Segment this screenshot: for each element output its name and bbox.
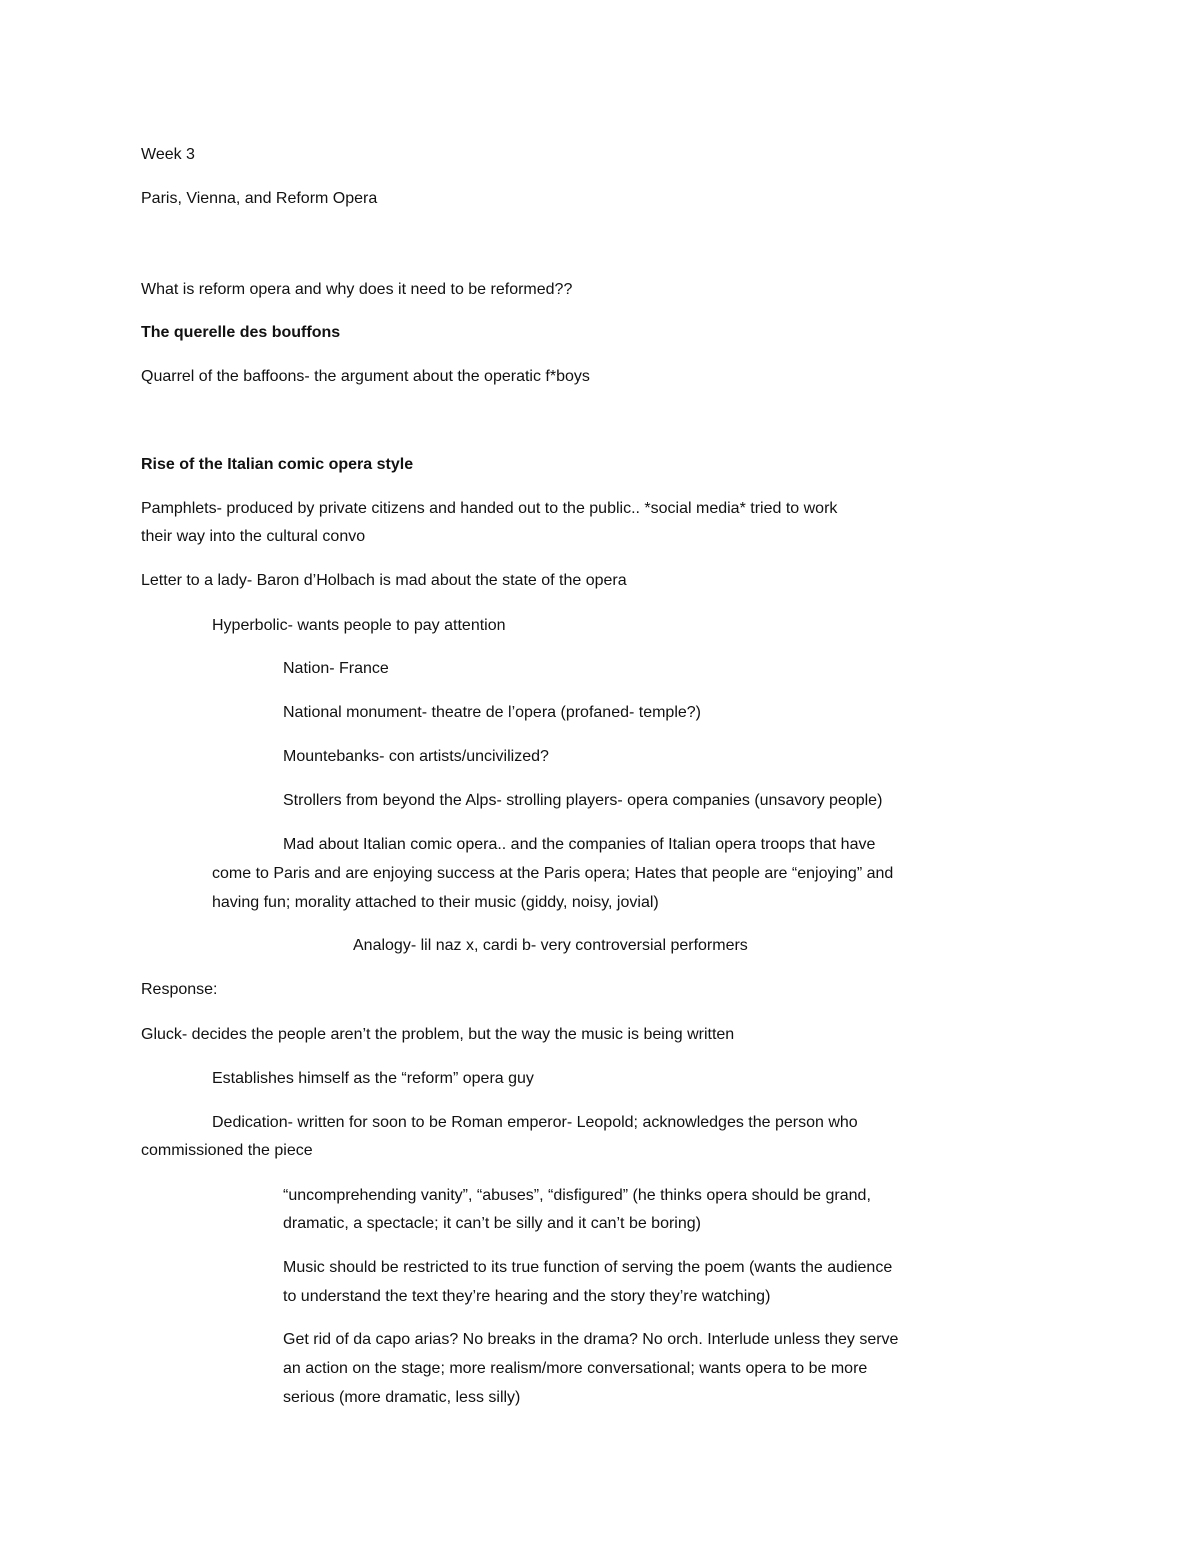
getrid-line-2: an action on the stage; more realism/more conversational; wants opera to be more xyxy=(283,1360,868,1377)
getrid-line-1: Get rid of da capo arias? No breaks in the drama? No orch. Interlude unless they serve xyxy=(283,1331,899,1348)
letter-line: Letter to a lady- Baron d’Holbach is mad about the state of the opera xyxy=(141,572,627,589)
week-label: Week 3 xyxy=(141,146,195,163)
dedication-line-1: Dedication- written for soon to be Roman emperor- Leopold; acknowledges the person who xyxy=(212,1114,858,1131)
dedication-line-2: commissioned the piece xyxy=(141,1142,313,1159)
response-label: Response: xyxy=(141,981,218,998)
heading-rise: Rise of the Italian comic opera style xyxy=(141,456,414,473)
hyperbolic-line: Hyperbolic- wants people to pay attention xyxy=(212,617,506,634)
document-title: Paris, Vienna, and Reform Opera xyxy=(141,190,378,207)
gluck-line: Gluck- decides the people aren’t the problem, but the way the music is being written xyxy=(141,1026,735,1043)
mad-line-1: Mad about Italian comic opera.. and the companies of Italian opera troops that have xyxy=(283,836,876,853)
strollers-line: Strollers from beyond the Alps- strolling players- opera companies (unsavory people) xyxy=(283,792,883,809)
getrid-line-3: serious (more dramatic, less silly) xyxy=(283,1389,521,1406)
pamphlets-line-1: Pamphlets- produced by private citizens and handed out to the public.. *social media* tried to work xyxy=(141,500,838,517)
quotes-line-2: dramatic, a spectacle; it can’t be silly and it can’t be boring) xyxy=(283,1215,701,1232)
question-line: What is reform opera and why does it need to be reformed?? xyxy=(141,281,573,298)
quotes-line-1: “uncomprehending vanity”, “abuses”, “disfigured” (he thinks opera should be grand, xyxy=(283,1187,871,1204)
nation-line: Nation- France xyxy=(283,660,389,677)
music-line-2: to understand the text they’re hearing and the story they’re watching) xyxy=(283,1288,771,1305)
establishes-line: Establishes himself as the “reform” opera guy xyxy=(212,1070,534,1087)
music-line-1: Music should be restricted to its true function of serving the poem (wants the audience xyxy=(283,1259,893,1276)
heading-querelle: The querelle des bouffons xyxy=(141,324,341,341)
quarrel-line: Quarrel of the baffoons- the argument about the operatic f*boys xyxy=(141,368,590,385)
mountebanks-line: Mountebanks- con artists/uncivilized? xyxy=(283,748,549,765)
mad-line-3: having fun; morality attached to their music (giddy, noisy, jovial) xyxy=(212,894,659,911)
analogy-line: Analogy- lil naz x, cardi b- very controversial performers xyxy=(353,937,748,954)
monument-line: National monument- theatre de l’opera (profaned- temple?) xyxy=(283,704,702,721)
mad-line-2: come to Paris and are enjoying success at the Paris opera; Hates that people are “enjoying” and xyxy=(212,865,894,882)
pamphlets-line-2: their way into the cultural convo xyxy=(141,528,366,545)
